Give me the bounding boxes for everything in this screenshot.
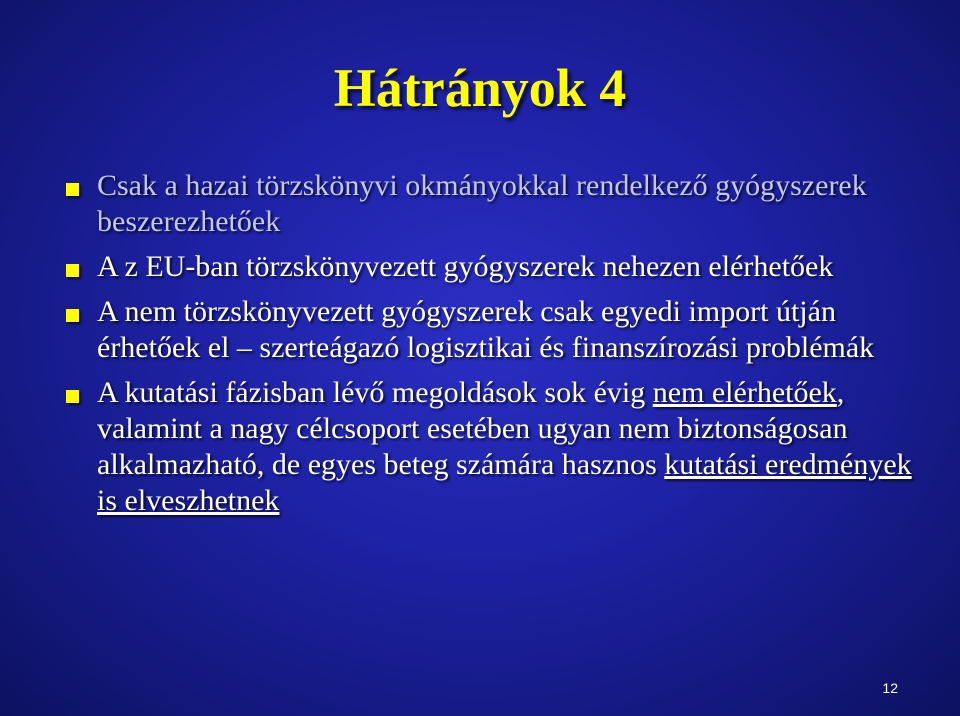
bullet-text: Csak a hazai törzskönyvi okmányokkal rendelkező gyógyszerek beszerezhetőek (97, 169, 867, 238)
bullet-text-segment: A kutatási fázisban lévő megoldások sok évig (97, 376, 653, 409)
bullet-item (0, 375, 960, 519)
slide-title: Hátrányok 4 (333, 58, 627, 118)
bullet-item (0, 168, 960, 240)
square-bullet-icon (66, 264, 79, 277)
bullet-item (0, 249, 960, 285)
bullet-item (0, 294, 960, 366)
hyperlink-nem-elerhetoek[interactable]: nem elérhetőek (652, 376, 837, 409)
bullet-text-segment: , valamint a nagy célcsoport esetében ugyan nem biztonságosan alkalmazható, de egyes beteg számára hasznos (97, 376, 848, 481)
hyperlink-kutatasi-eredmenyek[interactable]: kutatási eredmények is elveszhetnek (97, 448, 912, 517)
bullet-text: A nem törzskönyvezett gyógyszerek csak egyedi import útján érhetőek el – szerteágazó logisztikai és finanszírozási problémák (97, 295, 875, 364)
page-number: 12 (882, 680, 898, 696)
square-bullet-icon (66, 183, 79, 196)
square-bullet-icon (66, 309, 79, 322)
square-bullet-icon (66, 390, 79, 403)
bullet-text: A z EU-ban törzskönyvezett gyógyszerek nehezen elérhetőek (97, 250, 834, 283)
bullet-list (0, 168, 960, 528)
bullet-text (97, 376, 912, 517)
